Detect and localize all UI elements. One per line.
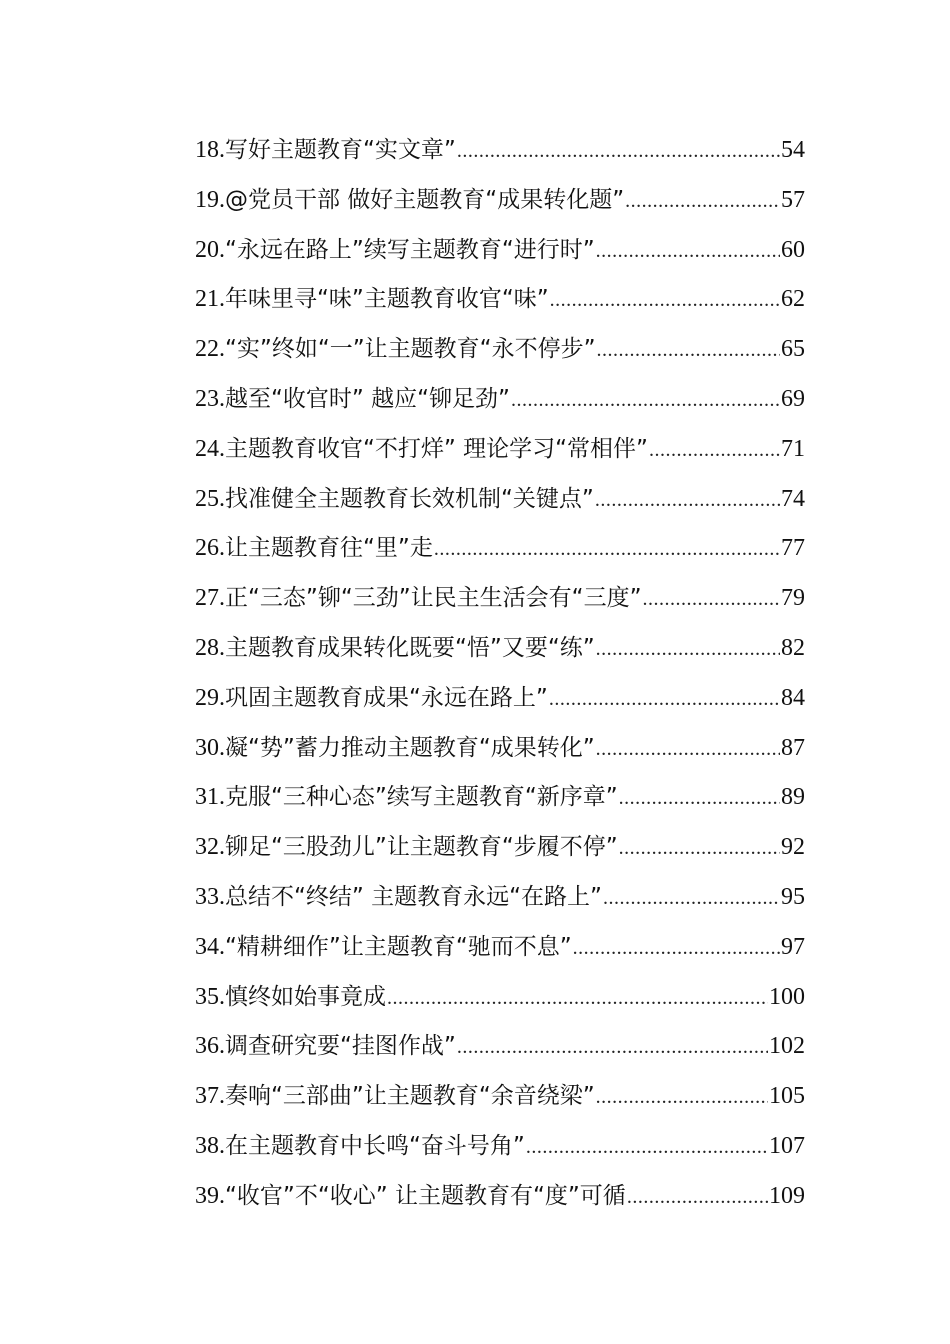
toc-entry-text: 主题教育成果转化既要“悟”又要“练”	[225, 634, 595, 661]
toc-entry-page-number: 62	[781, 286, 805, 313]
toc-entry-text: 让主题教育往“里”走	[225, 535, 433, 562]
toc-entry[interactable]	[195, 176, 805, 226]
toc-dot-leader	[649, 426, 780, 476]
toc-entry-number: 21.	[195, 286, 225, 313]
toc-entry-number: 32.	[195, 834, 225, 861]
toc-entry-title	[195, 475, 594, 525]
toc-dot-leader	[596, 227, 780, 277]
toc-dot-leader	[643, 575, 781, 625]
toc-entry-page-number: 89	[781, 784, 805, 811]
toc-entry[interactable]	[195, 973, 805, 1023]
toc-entry[interactable]	[195, 126, 805, 176]
toc-entry[interactable]	[195, 226, 805, 276]
toc-entry-number: 23.	[195, 385, 225, 412]
toc-dot-leader	[596, 725, 780, 775]
toc-entry-title	[195, 1072, 595, 1122]
toc-entry-page-number: 95	[781, 883, 805, 910]
toc-entry-title	[195, 1022, 456, 1072]
toc-entry-text: 巩固主题教育成果“永远在路上”	[225, 684, 548, 711]
toc-entry-page-number: 54	[781, 137, 805, 163]
toc-entry-text: “实”终如“一”让主题教育“永不停步”	[225, 336, 596, 363]
toc-dot-leader	[619, 824, 780, 874]
toc-entry-number: 34.	[195, 933, 225, 960]
toc-entry[interactable]	[195, 1072, 805, 1122]
toc-dot-leader	[387, 974, 768, 1024]
toc-entry-page-number: 74	[781, 485, 805, 512]
toc-dot-leader	[603, 874, 780, 924]
toc-entry-title	[195, 823, 618, 873]
toc-entry-text: 越至“收官时” 越应“铆足劲”	[225, 385, 510, 412]
toc-entry-page-number: 107	[769, 1132, 805, 1159]
toc-entry[interactable]	[195, 574, 805, 624]
toc-dot-leader	[573, 924, 780, 974]
toc-entry-number: 19.	[195, 186, 225, 213]
toc-entry-page-number: 57	[781, 186, 805, 213]
toc-entry-title	[195, 973, 386, 1023]
toc-entry-page-number: 100	[769, 983, 805, 1010]
toc-entry[interactable]	[195, 823, 805, 873]
toc-dot-leader	[627, 1173, 768, 1223]
toc-entry-number: 31.	[195, 784, 225, 811]
toc-entry-title	[195, 574, 642, 624]
toc-entry-number: 36.	[195, 1033, 225, 1060]
toc-entry-text: 调查研究要“挂图作战”	[225, 1033, 456, 1060]
toc-entry-number: 29.	[195, 684, 225, 711]
toc-entry-page-number: 65	[781, 336, 805, 363]
toc-entry[interactable]	[195, 1122, 805, 1172]
toc-entry-title	[195, 275, 549, 325]
toc-entry[interactable]	[195, 375, 805, 425]
toc-entry-page-number: 79	[781, 585, 805, 612]
toc-entry[interactable]	[195, 1172, 805, 1222]
toc-dot-leader	[550, 276, 780, 326]
toc-entry-page-number: 77	[781, 535, 805, 562]
toc-entry-page-number: 109	[769, 1182, 805, 1209]
toc-entry-title	[195, 873, 602, 923]
toc-dot-leader	[596, 1073, 768, 1123]
toc-entry-number: 24.	[195, 435, 225, 462]
toc-entry-title	[195, 126, 456, 176]
toc-entry-title	[195, 624, 595, 674]
toc-entry-title	[195, 1172, 626, 1222]
toc-entry[interactable]	[195, 873, 805, 923]
toc-entry-number: 22.	[195, 336, 225, 363]
toc-dot-leader	[526, 1123, 768, 1173]
toc-entry-number: 27.	[195, 585, 225, 612]
toc-dot-leader	[457, 1023, 768, 1073]
toc-entry-text: “收官”不“收心” 让主题教育有“度”可循	[225, 1182, 626, 1209]
toc-dot-leader	[434, 525, 780, 575]
toc-entry-page-number: 92	[781, 834, 805, 861]
toc-entry[interactable]	[195, 724, 805, 774]
toc-dot-leader	[625, 177, 780, 227]
toc-entry[interactable]	[195, 1022, 805, 1072]
toc-entry-number: 26.	[195, 535, 225, 562]
toc-entry-text: 奏响“三部曲”让主题教育“余音绕梁”	[225, 1083, 595, 1110]
toc-entry-text: 写好主题教育“实文章”	[225, 137, 456, 163]
toc-entry-title	[195, 1122, 525, 1172]
toc-entry-page-number: 71	[781, 435, 805, 462]
table-of-contents	[195, 126, 805, 1222]
toc-entry[interactable]	[195, 674, 805, 724]
toc-entry-page-number: 102	[769, 1033, 805, 1060]
toc-entry-text: 总结不“终结” 主题教育永远“在路上”	[225, 883, 602, 910]
toc-dot-leader	[595, 476, 780, 526]
toc-entry-number: 35.	[195, 983, 225, 1010]
toc-entry-text: 年味里寻“味”主题教育收官“味”	[225, 286, 549, 313]
toc-entry-number: 38.	[195, 1132, 225, 1159]
toc-dot-leader	[457, 127, 780, 177]
toc-entry[interactable]	[195, 475, 805, 525]
toc-dot-leader	[597, 326, 781, 376]
toc-entry-page-number: 82	[781, 634, 805, 661]
toc-entry-title	[195, 724, 595, 774]
toc-entry-title	[195, 425, 648, 475]
toc-entry-page-number: 97	[781, 933, 805, 960]
toc-entry-title	[195, 773, 618, 823]
toc-entry-text: @党员干部 做好主题教育“成果转化题”	[225, 186, 625, 213]
toc-entry-text: 找准健全主题教育长效机制“关键点”	[225, 485, 594, 512]
toc-entry[interactable]	[195, 325, 805, 375]
toc-entry[interactable]	[195, 773, 805, 823]
toc-entry-page-number: 69	[781, 385, 805, 412]
toc-entry-text: 主题教育收官“不打烊” 理论学习“常相伴”	[225, 435, 648, 462]
toc-entry-text: 铆足“三股劲儿”让主题教育“步履不停”	[225, 834, 618, 861]
toc-entry[interactable]	[195, 923, 805, 973]
toc-entry-number: 37.	[195, 1083, 225, 1110]
toc-entry-number: 39.	[195, 1182, 225, 1209]
toc-dot-leader	[549, 675, 780, 725]
toc-entry-text: “精耕细作”让主题教育“驰而不息”	[225, 933, 572, 960]
toc-dot-leader	[511, 376, 780, 426]
toc-entry-title	[195, 923, 572, 973]
toc-entry-page-number: 87	[781, 734, 805, 761]
toc-dot-leader	[619, 774, 780, 824]
toc-entry-text: 在主题教育中长鸣“奋斗号角”	[225, 1132, 525, 1159]
toc-entry-page-number: 60	[781, 236, 805, 263]
toc-entry-title	[195, 226, 595, 276]
toc-entry-text: “永远在路上”续写主题教育“进行时”	[225, 236, 595, 263]
toc-entry-number: 30.	[195, 734, 225, 761]
toc-entry-text: 凝“势”蓄力推动主题教育“成果转化”	[225, 734, 595, 761]
toc-entry[interactable]	[195, 425, 805, 475]
toc-entry-title	[195, 325, 596, 375]
toc-entry-title	[195, 674, 548, 724]
toc-entry-page-number: 105	[769, 1083, 805, 1110]
toc-entry-title	[195, 375, 510, 425]
toc-entry-number: 33.	[195, 883, 225, 910]
toc-dot-leader	[596, 625, 780, 675]
toc-entry[interactable]	[195, 275, 805, 325]
toc-entry-title	[195, 176, 624, 226]
toc-entry[interactable]	[195, 624, 805, 674]
toc-entry-number: 18.	[195, 137, 225, 163]
toc-entry-title	[195, 524, 433, 574]
toc-entry-number: 20.	[195, 236, 225, 263]
toc-entry-text: 正“三态”铆“三劲”让民主生活会有“三度”	[225, 585, 642, 612]
toc-entry-page-number: 84	[781, 684, 805, 711]
toc-entry-number: 28.	[195, 634, 225, 661]
toc-entry[interactable]	[195, 524, 805, 574]
toc-entry-text: 慎终如始事竟成	[225, 983, 386, 1010]
toc-entry-text: 克服“三种心态”续写主题教育“新序章”	[225, 784, 618, 811]
toc-entry-number: 25.	[195, 485, 225, 512]
